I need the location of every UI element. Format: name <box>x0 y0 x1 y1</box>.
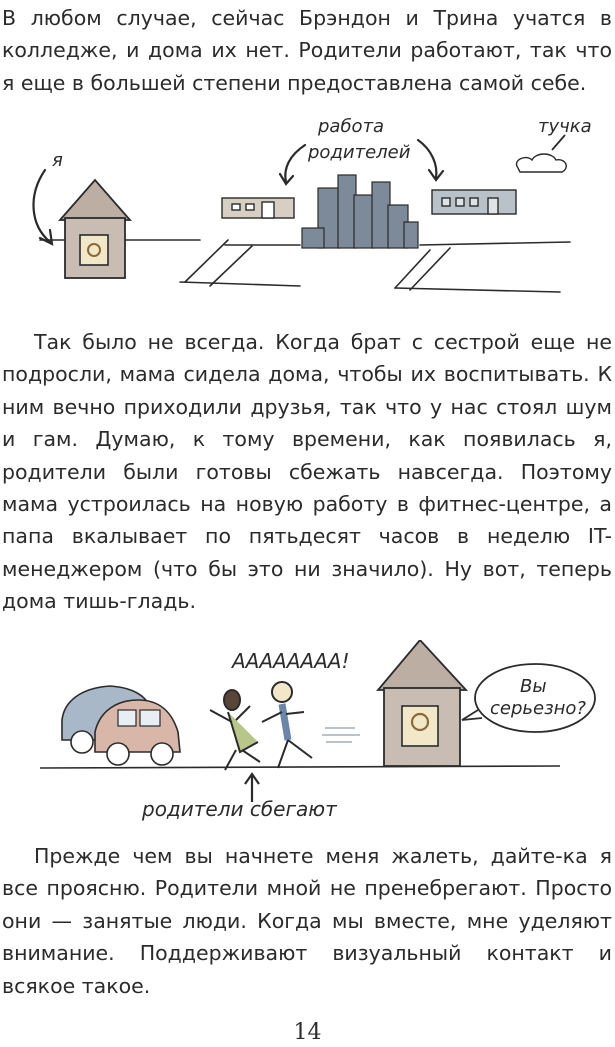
bubble-text-line2: серьезно? <box>490 698 586 719</box>
running-mom-icon <box>210 690 260 770</box>
running-dad-icon <box>262 682 312 768</box>
office-building-left-icon <box>222 198 294 218</box>
page-number: 14 <box>293 1020 322 1045</box>
house-icon <box>60 180 130 278</box>
illustration-town <box>0 110 615 300</box>
cloud-icon <box>517 135 567 172</box>
caption-parents-run: родители сбегают <box>142 797 337 821</box>
paragraph-2: Так было не всегда. Когда брат с сестрой еще не подросли, мама сидела дома, чтобы их воспитывать. К ним вечно приходили друзья, так что у нас стоял шум и гам. Думаю, к тому времени, как появилась я, родители были готовы сбежать навсегда. Поэтому мама устроилась на новую работу в фитнес-центре, а папа вкалывает по пятьдесят часов в неделю IT-менеджером (что бы это ни значило). Ну вот, теперь дома тишь-гладь. <box>2 330 612 614</box>
city-skyline-icon <box>302 175 418 248</box>
shout-text: АААААААА! <box>232 649 350 673</box>
motion-lines-icon <box>322 728 360 742</box>
car-pink-icon <box>95 700 180 765</box>
office-building-right-icon <box>432 190 516 214</box>
label-work-line2: родителей <box>308 142 411 163</box>
label-cloud: тучка <box>538 116 592 137</box>
paragraph-1: В любом случае, сейчас Брэндон и Трина учатся в колледже, и дома их нет. Родители работают, так что я еще в большей степени предоставлена самой себе. <box>2 6 612 95</box>
label-work-line1: работа <box>318 116 385 137</box>
label-me: я <box>52 150 63 171</box>
illustration-parents-running <box>0 640 615 830</box>
paragraph-3: Прежде чем вы начнете меня жалеть, дайте-ка я все проясню. Родители мной не пренебрегают. Просто они — занятые люди. Когда мы вместе, мне уделяют внимание. Поддерживают визуальный контакт и всякое такое. <box>2 844 612 998</box>
bubble-text-line1: Вы <box>520 676 547 697</box>
house-icon <box>378 640 466 766</box>
arrow-me-icon <box>34 170 52 244</box>
